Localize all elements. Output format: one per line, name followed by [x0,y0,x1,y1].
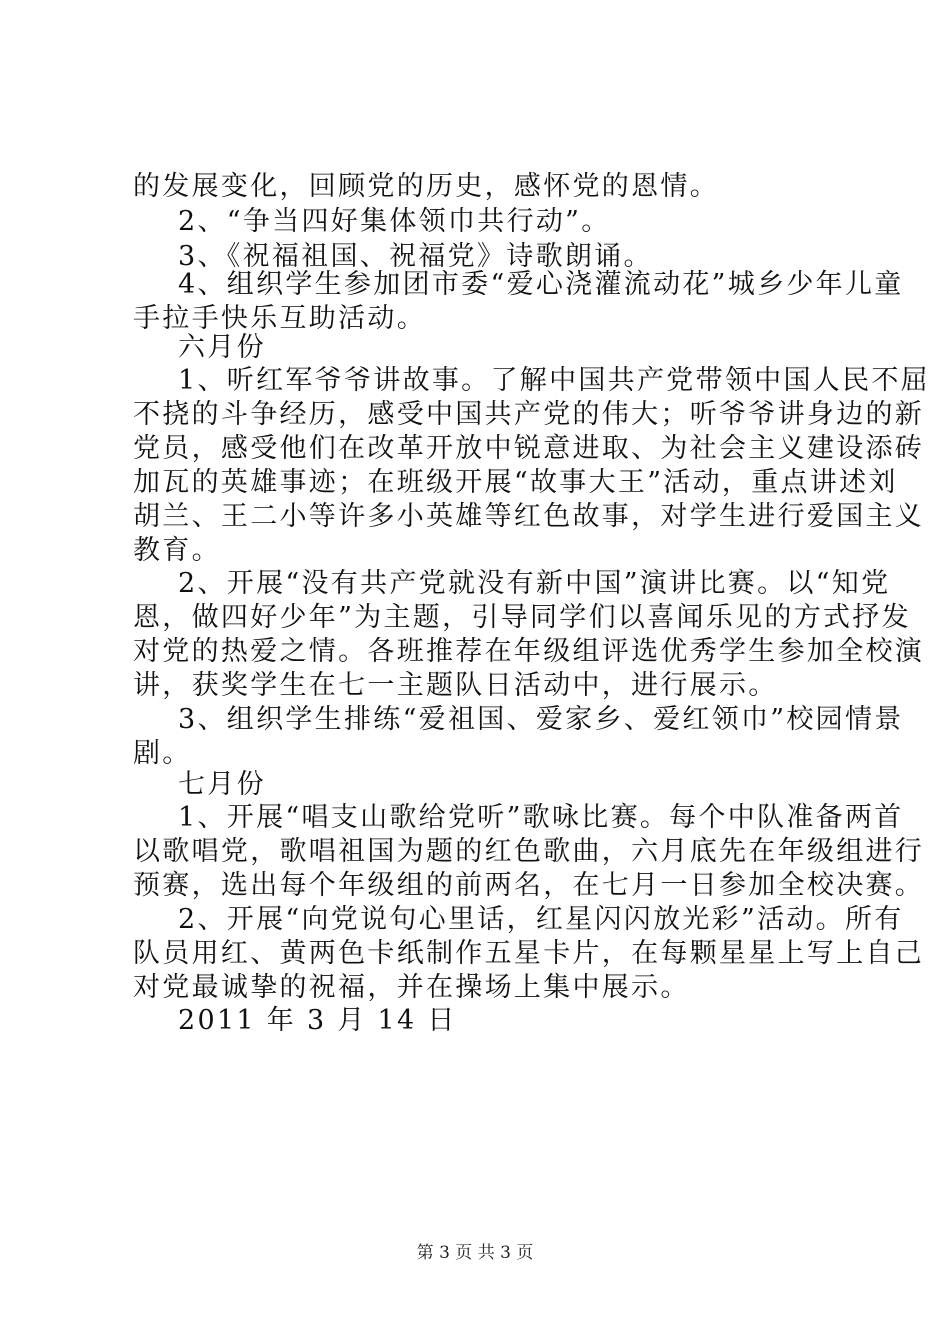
text-line: 教育。 [133,535,221,566]
text-line: 不挠的斗争经历，感受中国共产党的伟大；听爷爷讲身边的新 [133,399,925,430]
text-line: 对党的热爱之情。各班推荐在年级组评选优秀学生参加全校演 [133,636,925,667]
text-line: 剧。 [133,738,192,769]
text-line: 预赛，选出每个年级组的前两名，在七月一日参加全校决赛。 [133,870,925,901]
text-line: 党员，感受他们在改革开放中锐意进取、为社会主义建设添砖 [133,433,925,464]
text-line: 队员用红、黄两色卡纸制作五星卡片，在每颗星星上写上自己 [133,938,925,969]
text-line: 的发展变化，回顾党的历史，感怀党的恩情。 [133,171,719,202]
text-line: 以歌唱党，歌唱祖国为题的红色歌曲，六月底先在年级组进行 [133,836,925,867]
text-line: 2、开展“没有共产党就没有新中国”演讲比赛。以“知党 [178,568,891,599]
text-line: 3、《祝福祖国、祝福党》诗歌朗诵。 [178,241,653,272]
section-heading: 七月份 [178,769,266,800]
text-line: 加瓦的英雄事迹；在班级开展“故事大王”活动，重点讲述刘 [133,467,898,498]
text-line: 讲，获奖学生在七一主题队日活动中，进行展示。 [133,670,778,701]
section-heading: 六月份 [178,332,266,363]
text-line: 手拉手快乐互助活动。 [133,303,426,334]
text-line: 3、组织学生排练“爱祖国、爱家乡、爱红领巾”校园情景 [178,704,904,735]
text-line: 4、组织学生参加团市委“爱心浇灌流动花”城乡少年儿童 [178,269,904,300]
page-footer: 第 3 页 共 3 页 [416,1243,534,1263]
date-line: 2011 年 3 月 14 日 [178,1005,457,1036]
text-line: 胡兰、王二小等许多小英雄等红色故事，对学生进行爱国主义 [133,501,925,532]
text-line: 1、听红军爷爷讲故事。了解中国共产党带领中国人民不屈 [178,365,930,396]
text-line: 1、开展“唱支山歌给党听”歌咏比赛。每个中队准备两首 [178,802,904,833]
text-line: 2、“争当四好集体领巾共行动”。 [178,206,611,237]
text-line: 恩，做四好少年”为主题，引导同学们以喜闻乐见的方式抒发 [133,602,911,633]
text-line: 2、开展“向党说句心里话，红星闪闪放光彩”活动。所有 [178,904,904,935]
text-line: 对党最诚挚的祝福，并在操场上集中展示。 [133,972,690,1003]
